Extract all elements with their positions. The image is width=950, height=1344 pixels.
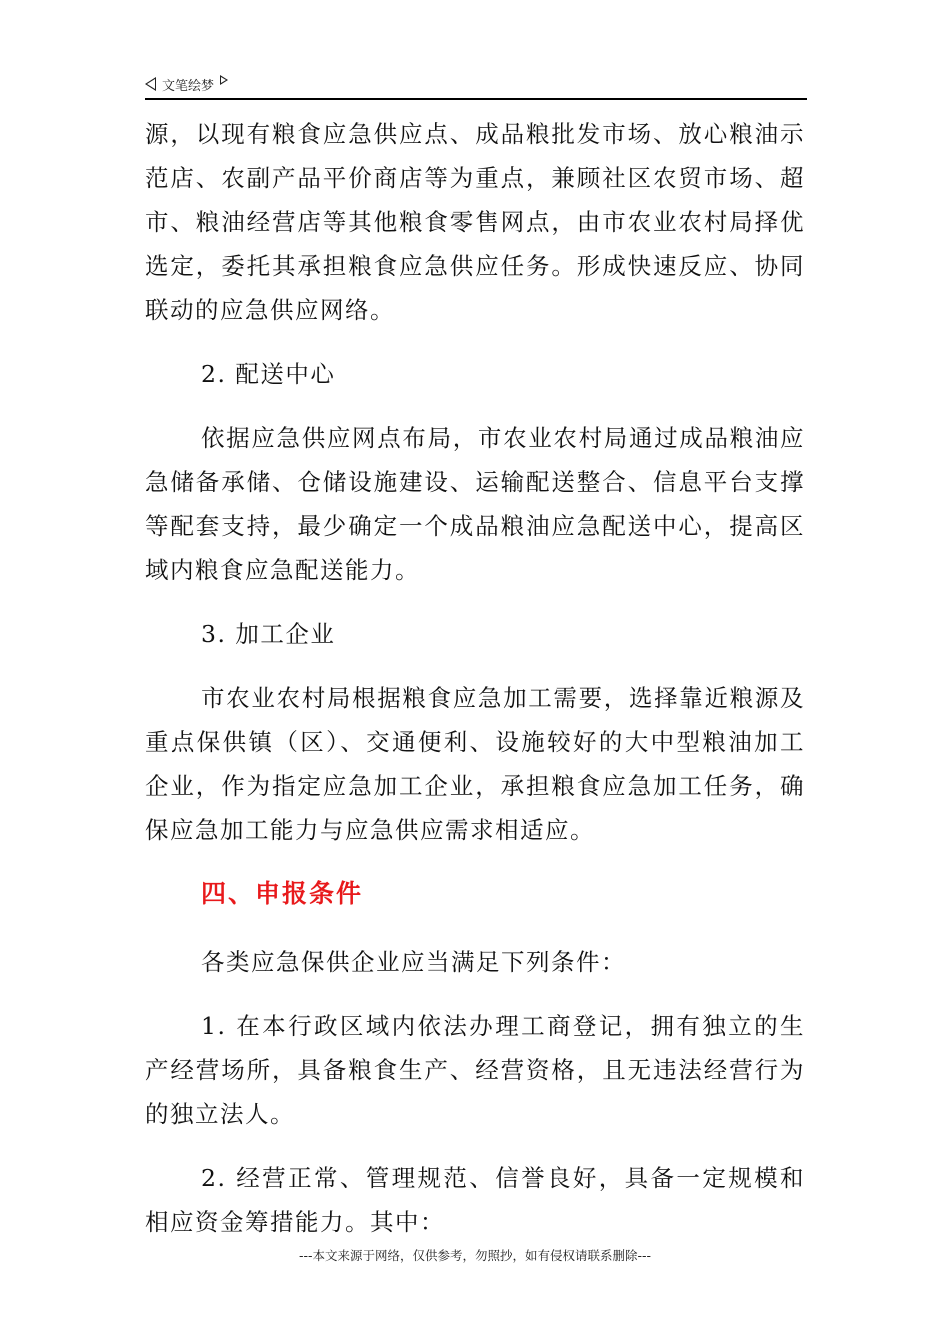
paragraph-supply-network: 源，以现有粮食应急供应点、成品粮批发市场、放心粮油示范店、农副产品平价商店等为重点，兼顾社区农贸市场、超市、粮油经营店等其他粮食零售网点，由市农业农村局择优选定，委托其承担粮食应急供应任务。形成快速反应、协同联动的应急供应网络。 <box>145 120 805 324</box>
footer-notice: ---本文来源于网络，仅供参考，勿照抄，如有侵权请联系删除--- <box>298 1248 652 1263</box>
paragraph-conditions-intro: 各类应急保供企业应当满足下列条件： <box>201 948 626 976</box>
document-body <box>145 112 805 1264</box>
triangle-right-icon <box>220 75 228 85</box>
page-header <box>145 70 807 100</box>
section-heading-application-conditions: 四、申报条件 <box>201 879 364 908</box>
subheading-distribution-center: 2. 配送中心 <box>201 360 336 388</box>
paragraph-processing-enterprise: 市农业农村局根据粮食应急加工需要，选择靠近粮源及重点保供镇（区）、交通便利、设施较好的大中型粮油加工企业，作为指定应急加工企业，承担粮食应急加工任务，确保应急加工能力与应急供应需求相适应。 <box>145 684 805 844</box>
triangle-left-icon <box>145 77 156 91</box>
subheading-processing-enterprise: 3. 加工企业 <box>201 620 336 648</box>
header-brand: 文笔绘梦 <box>162 78 215 94</box>
paragraph-distribution-center: 依据应急供应网点布局，市农业农村局通过成品粮油应急储备承储、仓储设施建设、运输配送整合、信息平台支撑等配套支持，最少确定一个成品粮油应急配送中心，提高区域内粮食应急配送能力。 <box>145 424 805 584</box>
paragraph-condition-2: 2. 经营正常、管理规范、信誉良好，具备一定规模和相应资金筹措能力。其中： <box>145 1164 805 1236</box>
paragraph-condition-1: 1. 在本行政区域内依法办理工商登记，拥有独立的生产经营场所，具备粮食生产、经营资格，且无违法经营行为的独立法人。 <box>145 1012 805 1128</box>
